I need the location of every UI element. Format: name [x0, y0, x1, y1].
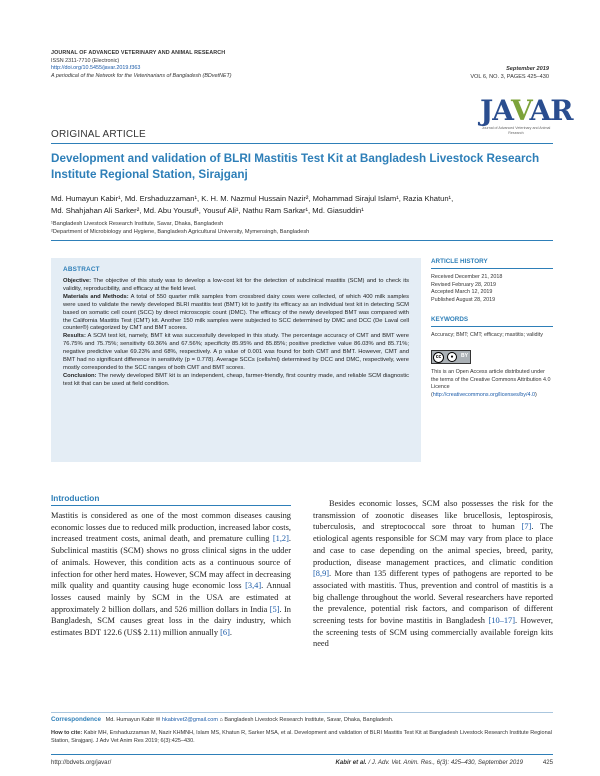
cc-by-license-icon: cc ● BY: [431, 350, 471, 364]
logo-v: V: [510, 94, 530, 127]
person-icon: ●: [447, 352, 457, 362]
journal-description: A periodical of the Network for the Veterinarians of Bangladesh (BDvetNET): [51, 72, 232, 79]
how-to-cite: [51, 730, 553, 746]
correspondence-address: Bangladesh Livestock Research Institute, Savar, Dhaka, Bangladesh.: [224, 717, 394, 723]
history-heading: ARTICLE HISTORY: [431, 258, 553, 269]
body-text: Mastitis is considered as one of the most common diseases causing economic losses due to reduced milk production, increased labor costs, increased treatment costs, animal death, and premature culling: [51, 511, 291, 544]
section-divider: [51, 505, 291, 506]
body-text: . Subclinical mastitis (SCM) shows no gross clinical signs in the udder of animals. However, this condition acts as a continuous source of infection for other herd mates. However, SCM may affect in decreasing milk quality and quantity causing huge economic loss: [51, 534, 291, 591]
keywords-heading: KEYWORDS: [431, 316, 553, 327]
how-to-cite-text: Kabir MH, Ershaduzzaman M, Nazir KHMNH, Islam MS, Khatun R, Sarker MSA, et al. Development and validation of BLRI Mastitis Test Kit at Bangladesh Livestock Research Institute Regional Station, Sirajganj. J Adv Vet Anim Res 2019; 6(3):425–430.: [51, 730, 552, 744]
body-text: . However, the screening tests of SCM using commercially available foreign kits need: [313, 616, 553, 649]
body-text: . The etiological agents responsible for SCM may vary from place to place and case to case depending on the animal species, breed, parity, production, disease management practices, and climatic condition: [313, 522, 553, 567]
affiliation-divider: [51, 240, 553, 241]
received-date: Received December 21, 2018: [431, 274, 503, 280]
volume-info: VOL 6, NO. 3, PAGES 425–430: [470, 73, 549, 80]
body-text: . More than 135 different types of pathogens are reported to be associated with mastitis. Thus, prevention and control of mastitis is a big challenge throughout the world. Several researchers have reported the prevalence, potential risk factors, and comparison of different screening tests for bovine mastitis in Bangladesh: [313, 569, 553, 626]
doi-link[interactable]: http://doi.org/10.5455/javar.2019.f363: [51, 65, 141, 72]
correspondence-email[interactable]: hkabirvet2@gmail.com: [161, 717, 218, 723]
javar-logo: [480, 94, 573, 138]
journal-name: JOURNAL OF ADVANCED VETERINARY AND ANIMAL RESEARCH: [51, 50, 226, 56]
body-text: . In Bangladesh, SCM causes great loss in the dairy industry, which estimates BDT 122.6 (US$ 2.11) million annually: [51, 604, 291, 638]
footer-divider: [51, 754, 553, 755]
journal-header: [51, 50, 351, 80]
body-column-right: [313, 498, 553, 650]
abstract-objective: Objective: The objective of this study was to develop a low-cost kit for the detection of subclinical mastitis (SCM) and to check its validity, reproducibility, and efficacy at the field level.: [63, 278, 409, 292]
license-link[interactable]: http://creativecommons.org/licenses/by/4.0: [432, 391, 535, 398]
abstract-methods: Materials and Methods: A total of 550 quarter milk samples from crossbred dairy cows were collected, of which 400 milk samples were used to validate the newly developed BLRI mastitis test (BMT) kit to justify its efficacy as an individual test kit in detecting SCM based on somatic cell count (SCC) by direct microscopic count (DMC). The efficacy of the newly developed BMT was compared with the California Mastitis Test (CMT) kit. Another 150 milk samples were subjected to SCC determined by DMC and DCC (De Laval cell counter®) categorized by CMT and BMT scores.: [63, 293, 410, 332]
footer-citation: Kabir et al. / J. Adv. Vet. Anim. Res., 6(3): 425–430, September 2019: [335, 759, 523, 766]
abstract-conclusion: Conclusion: The newly developed BMT kit is an independent, cheap, farmer-friendly, first country made, and reliable SCM diagnostic test kit that can be used at field condition.: [63, 372, 409, 387]
logo-subtitle: Journal of Advanced Veterinary and Animal Research: [481, 126, 551, 135]
how-to-cite-label: How to cite:: [51, 730, 83, 736]
abstract-box: [51, 258, 421, 462]
issue-date: September 2019: [506, 66, 549, 72]
home-icon: ⌂: [219, 717, 223, 723]
affiliation-1: ¹Bangladesh Livestock Research Institute, Savar, Dhaka, Bangladesh: [51, 221, 224, 227]
keywords-text: Accuracy; BMT; CMT; efficacy; mastitis; validity: [431, 332, 543, 339]
revised-date: Revised February 28, 2019: [431, 281, 497, 288]
body-text: . Annual losses caused mainly by SCM in the USA are estimated at approximately 2 billion dollars, and 526 million dollars in India: [51, 581, 291, 614]
issn: ISSN 2311-7710 (Electronic): [51, 57, 120, 64]
envelope-icon: ✉: [155, 717, 161, 723]
issue-info: [470, 66, 549, 81]
article-sidebar: [431, 258, 553, 399]
header-divider: [51, 143, 553, 144]
article-type: ORIGINAL ARTICLE: [51, 129, 146, 140]
citation-link[interactable]: [7]: [521, 522, 532, 532]
accepted-date: Accepted March 12, 2019: [431, 289, 493, 296]
logo-ar: AR: [529, 94, 573, 127]
body-text: .: [229, 628, 232, 638]
abstract-heading: ABSTRACT: [63, 266, 100, 273]
published-date: Published August 28, 2019: [431, 296, 496, 303]
author-list: [51, 193, 551, 217]
body-text: Besides economic losses, SCM also possesses the risk for the transmission of zoonotic diseases like brucellosis, leptospirosis, tuberculosis, and streptococcal sore throat to human: [313, 499, 553, 532]
correspondence-label: Correspondence: [51, 716, 102, 723]
footer-url[interactable]: http://bdvets.org/javar/: [51, 759, 112, 766]
authors-line-1: Md. Humayun Kabir¹, Md. Ershaduzzaman¹, K. H. M. Nazmul Hussain Nazir², Mohammad Sirajul Islam¹, Razia Khatun¹,: [51, 194, 454, 203]
authors-line-2: Md. Shahjahan Ali Sarker², Md. Abu Yousuf¹, Yousuf Ali¹, Nathu Ram Sarkar¹, Md. Giasuddin¹: [51, 206, 364, 215]
article-history: [431, 274, 553, 304]
section-heading-introduction: Introduction: [51, 493, 100, 503]
citation-link[interactable]: [6]: [220, 628, 230, 638]
page-number: 425: [542, 759, 553, 766]
license-text: This is an Open Access article distributed under the terms of the Creative Commons Attribution 4.0 Licence (http://creativecommons.org/licenses/by/4.0): [431, 368, 551, 398]
logo-ja: JA: [480, 94, 511, 127]
body-column-left: [51, 510, 291, 639]
citation-link[interactable]: [5]: [269, 604, 280, 614]
affiliation-2: ²Department of Microbiology and Hygiene, Bangladesh Agricultural University, Mymensingh, Bangladesh: [51, 229, 310, 235]
citation-link[interactable]: [10–17]: [488, 616, 515, 626]
citation-link[interactable]: [1,2]: [272, 534, 289, 544]
correspondence-name: Md. Humayun Kabir: [105, 717, 155, 723]
citation-link[interactable]: [8,9]: [313, 569, 330, 579]
article-title: Development and validation of BLRI Mastitis Test Kit at Bangladesh Livestock Research Institute Regional Station, Sirajganj: [51, 152, 540, 181]
citation-link[interactable]: [3,4]: [245, 581, 262, 591]
correspondence: [51, 716, 553, 723]
footnote-divider: [51, 712, 553, 713]
abstract-results: Results: A SCM test kit, namely, BMT kit was successfully developed in this study. The percentage accuracy of CMT and BMT were 76.75% and 75.75%; sensitivity 69.36% and 67.56%; specificity 85.95% and 85.85%; positive predictive value 86.03% and 85.71%; negative predictive value 69.23% and 68%, respectively. A p value of 0.001 was found for both CMT and BMT. However, CMT and BMT had no significant difference in sensitivity (p = 0.778). Average SCCs (cells/ml) determined by DCC and DMC, respectively, were mostly corresponded to the SCC ranges of both CMT and BMT scores.: [63, 333, 409, 371]
